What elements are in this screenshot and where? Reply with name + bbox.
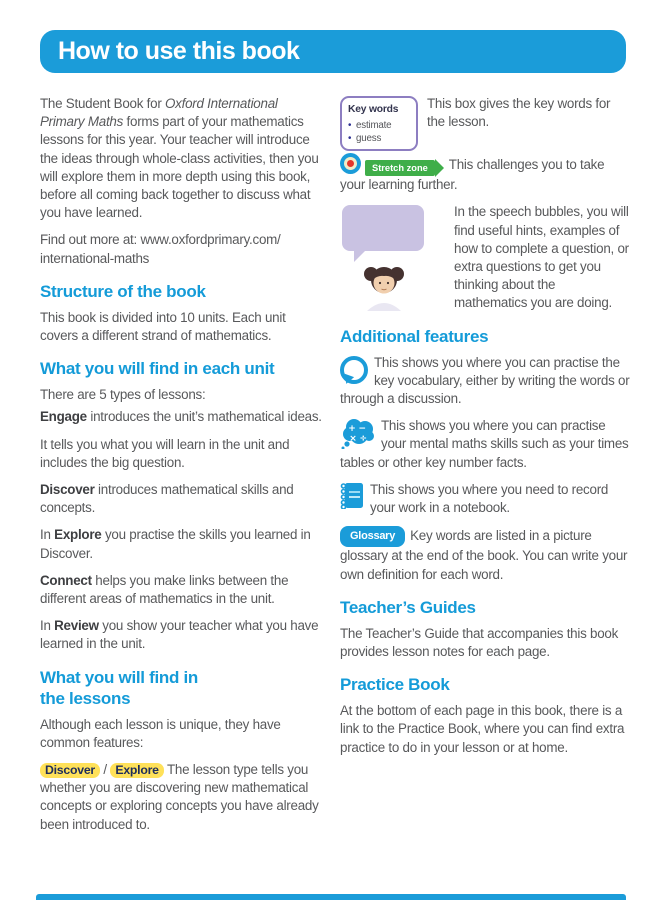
heading-teachers-guides: Teacher’s Guides <box>340 597 476 617</box>
speech-bubble-figure <box>340 205 450 315</box>
lesson-types-intro: There are 5 types of lessons: <box>40 387 206 403</box>
page-title: How to use this book <box>58 37 300 65</box>
glossary-badge: Glossary <box>340 526 405 547</box>
notebook-icon <box>340 482 364 509</box>
vocabulary-speech-icon <box>340 356 368 384</box>
lesson-type-paragraph: Discover / Explore The lesson type tells you whether you are discovering new mathematical concepts or exploring concepts you have already been introduced to. <box>40 762 319 832</box>
mental-maths-icon <box>340 418 376 449</box>
stretch-zone-target-icon <box>340 153 361 174</box>
common-features-intro: Although each lesson is unique, they have common features: <box>40 716 281 750</box>
engage-detail-paragraph: It tells you what you will learn in the unit and includes the big question. <box>40 436 290 470</box>
key-words-box <box>340 96 418 151</box>
speech-bubble-icon <box>342 205 424 251</box>
stretch-zone-caption: This challenges you to take your learning further. <box>340 157 605 193</box>
glossary-feature <box>340 526 630 584</box>
stretch-zone-feature <box>340 153 630 194</box>
key-words-feature <box>340 95 630 144</box>
notebook-feature <box>340 481 630 517</box>
notebook-caption: This shows you where you need to record your work in a notebook. <box>370 481 609 516</box>
review-paragraph: In Review you show your teacher what you have learned in the unit. <box>40 618 319 652</box>
teachers-guides-paragraph: The Teacher’s Guide that accompanies this book provides lesson notes for each page. <box>340 625 619 660</box>
heading-structure-of-the-book: Structure of the book <box>40 281 206 301</box>
vocabulary-feature <box>340 354 630 409</box>
child-avatar <box>362 261 406 313</box>
glossary-caption: Key words are listed in a picture glossary at the end of the book. You can write your own definition for each word. <box>340 528 628 582</box>
page-title-banner <box>40 30 626 73</box>
key-word-item: • estimate <box>348 120 410 133</box>
vocabulary-caption: This shows you where you can practise the key vocabulary, either by writing the words or through a discussion. <box>340 354 630 407</box>
heading-practice-book: Practice Book <box>340 675 450 695</box>
key-word-item: • guess <box>348 133 410 146</box>
right-column <box>340 95 630 766</box>
engage-paragraph: Engage introduces the unit’s mathematical ideas. <box>40 409 322 425</box>
structure-paragraph: This book is divided into 10 units. Each unit covers a different strand of mathematics. <box>40 309 286 344</box>
key-words-box-title: Key words <box>348 104 399 115</box>
discover-paragraph: Discover introduces mathematical skills and concepts. <box>40 482 294 516</box>
find-out-more-text: Find out more at: www.oxfordprimary.com/ international-maths <box>40 232 281 266</box>
speech-bubble-feature <box>340 203 630 312</box>
heading-what-in-lessons: What you will find in the lessons <box>40 667 199 708</box>
heading-what-in-each-unit: What you will find in each unit <box>40 359 275 379</box>
footer-bar <box>36 894 626 900</box>
mental-maths-symbols-bottom: × ÷ <box>349 434 367 445</box>
stretch-zone-banner: Stretch zone <box>365 160 435 176</box>
heading-additional-features: Additional features <box>340 326 489 346</box>
mental-maths-caption: This shows you where you can practise your mental maths skills such as your times tables or other key number facts. <box>340 418 629 470</box>
intro-paragraph: The Student Book for Oxford International Primary Maths forms part of your mathematics lessons for this year. Your teacher will introduce the ideas through whole-class activities, then you will explore them in more depth using this book, before all coming back together to discuss what you have learned. <box>40 96 319 221</box>
mental-maths-feature <box>340 417 630 472</box>
connect-paragraph: Connect helps you make links between the different areas of mathematics in the unit. <box>40 572 289 607</box>
mental-maths-symbols-top: + − <box>348 424 366 435</box>
practice-book-paragraph: At the bottom of each page in this book, there is a link to the Practice Book, where you can find extra practice to do in your lesson or at home. <box>340 703 625 755</box>
key-words-caption: This box gives the key words for the lesson. <box>427 96 611 130</box>
speech-bubble-caption: In the speech bubbles, you will find useful hints, examples of how to complete a question, or extra questions to get you thinking about the mathematics you are doing. <box>454 204 629 311</box>
explore-paragraph: In Explore you practise the skills you learned in Discover. <box>40 527 311 561</box>
left-column <box>40 95 324 843</box>
